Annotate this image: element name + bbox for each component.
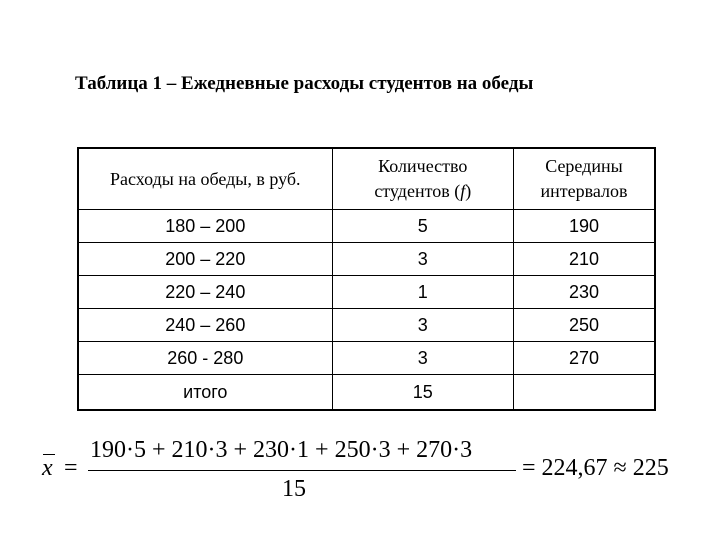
cell-midpoint: 190: [513, 210, 655, 243]
table-caption: Таблица 1 – Ежедневные расходы студентов на обеды: [75, 73, 534, 94]
total-label: итого: [78, 375, 332, 411]
overline: [43, 454, 55, 455]
cell-count: 1: [332, 276, 513, 309]
cell-range: 260 - 280: [78, 342, 332, 375]
table-row: [78, 210, 655, 243]
cell-midpoint: 270: [513, 342, 655, 375]
formula-equals: =: [64, 455, 78, 481]
formula-denominator: 15: [282, 476, 306, 502]
formula-numerator: 190·5 + 210·3 + 230·1 + 250·3 + 270·3: [90, 437, 473, 463]
expenses-table: [77, 147, 656, 411]
header-student-count-line1: Количество: [378, 156, 468, 176]
table-total-row: [78, 375, 655, 411]
formula-result: = 224,67 ≈ 225: [522, 455, 669, 481]
header-f-symbol: f: [460, 181, 466, 201]
header-student-count: [332, 148, 513, 210]
cell-midpoint: 210: [513, 243, 655, 276]
cell-count: 3: [332, 243, 513, 276]
header-interval-midpoints: [513, 148, 655, 210]
table-row: [78, 309, 655, 342]
cell-midpoint: 250: [513, 309, 655, 342]
cell-range: 220 – 240: [78, 276, 332, 309]
total-count: 15: [332, 375, 513, 411]
cell-range: 240 – 260: [78, 309, 332, 342]
table-row: [78, 342, 655, 375]
header-student-count-suffix: ): [465, 181, 472, 201]
table-row: [78, 276, 655, 309]
header-student-count-prefix: студентов (: [374, 181, 461, 201]
table-header-row: [78, 148, 655, 210]
cell-range: 180 – 200: [78, 210, 332, 243]
fraction-line: [88, 470, 516, 471]
cell-midpoint: 230: [513, 276, 655, 309]
cell-count: 3: [332, 342, 513, 375]
mean-formula: [42, 435, 702, 505]
total-midpoint-empty: [513, 375, 655, 411]
cell-range: 200 – 220: [78, 243, 332, 276]
mean-symbol: [42, 453, 53, 483]
header-expenses: Расходы на обеды, в руб.: [78, 148, 332, 210]
cell-count: 3: [332, 309, 513, 342]
header-midpoints-line2: интервалов: [540, 181, 628, 201]
header-midpoints-line1: Середины: [545, 156, 623, 176]
mean-letter: x: [42, 455, 53, 481]
table-row: [78, 243, 655, 276]
cell-count: 5: [332, 210, 513, 243]
